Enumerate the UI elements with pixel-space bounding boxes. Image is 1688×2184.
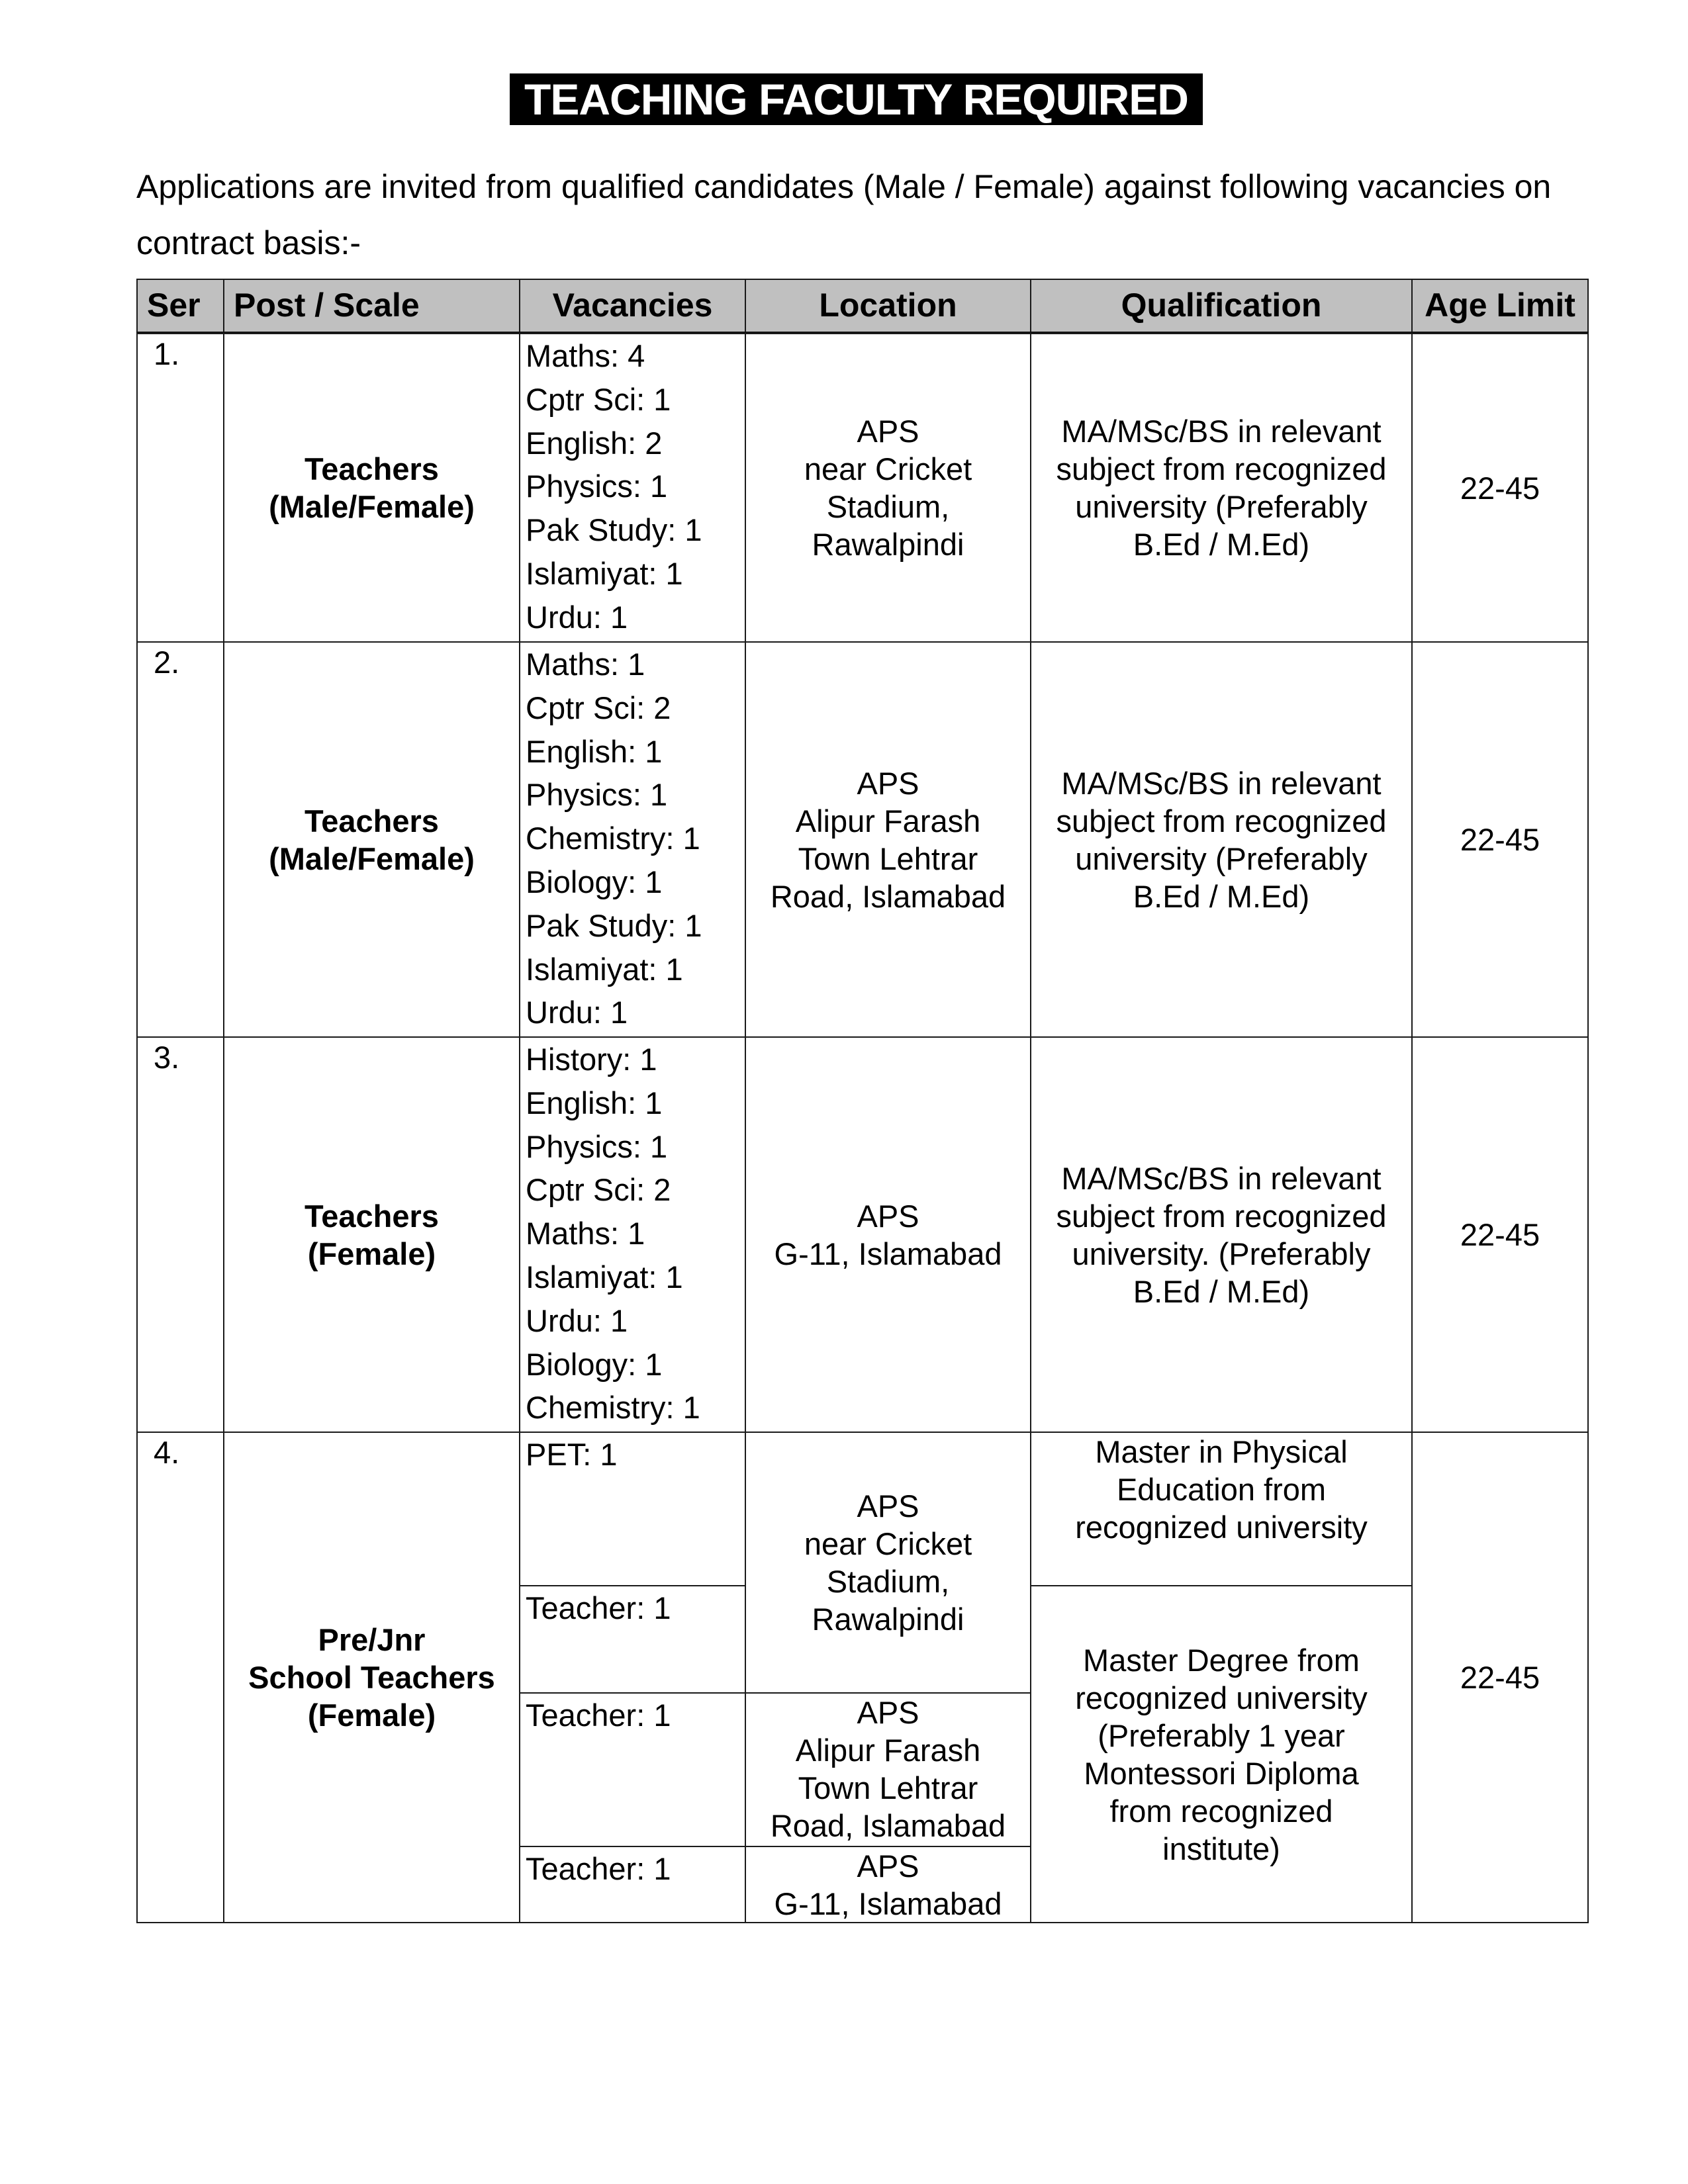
row-post-scale	[223, 333, 520, 643]
location-line: Rawalpindi	[812, 1602, 964, 1637]
vacancy-item: Cptr Sci: 2	[526, 690, 671, 725]
row-location	[745, 333, 1031, 643]
row-qualification	[1030, 1432, 1413, 1586]
post-line: (Female)	[307, 1236, 436, 1271]
location-line: Town Lehtrar	[798, 1770, 978, 1805]
vacancy-item: Maths: 1	[526, 1216, 645, 1251]
location-line: Town Lehtrar	[798, 841, 978, 876]
qualification-line: Montessori Diploma	[1084, 1755, 1359, 1791]
qualification-line: subject from recognized	[1056, 451, 1387, 486]
vacancy-item: Cptr Sci: 1	[526, 381, 671, 417]
vacancy-item: Maths: 4	[526, 338, 645, 373]
row-post-scale	[223, 1432, 520, 1923]
post-line: (Female)	[307, 1698, 436, 1733]
post-line: Teachers	[305, 451, 439, 486]
row-vacancies	[519, 1585, 746, 1694]
row-vacancies	[519, 333, 746, 643]
row-vacancies	[519, 641, 746, 1038]
qualification-line: B.Ed / M.Ed)	[1133, 527, 1310, 562]
location-line: near Cricket	[804, 451, 972, 486]
vacancy-item: PET: 1	[526, 1437, 618, 1472]
row-qualification	[1030, 1036, 1413, 1433]
vacancy-item: Islamiyat: 1	[526, 1259, 683, 1295]
vacancy-item: Chemistry: 1	[526, 1390, 700, 1426]
location-line: Rawalpindi	[812, 527, 964, 562]
vacancy-item: English: 2	[526, 425, 663, 461]
location-line: Stadium,	[826, 1564, 950, 1599]
vacancy-item: English: 1	[526, 733, 663, 769]
row-ser: 1.	[136, 333, 224, 643]
vacancy-item: Teacher: 1	[526, 1590, 671, 1625]
row-vacancies	[519, 1432, 746, 1586]
vacancy-item: Islamiyat: 1	[526, 555, 683, 591]
qualification-line: institute)	[1162, 1831, 1280, 1866]
location-line: APS	[857, 1848, 919, 1884]
row-age-limit	[1411, 1432, 1589, 1923]
row-qualification	[1030, 1585, 1413, 1923]
location-line: near Cricket	[804, 1526, 972, 1561]
qualification-line: recognized university	[1075, 1510, 1368, 1545]
location-line: G-11, Islamabad	[774, 1886, 1002, 1921]
page-title: TEACHING FACULTY REQUIRED	[510, 73, 1203, 125]
qualification-line: from recognized	[1109, 1793, 1333, 1829]
qualification-line: B.Ed / M.Ed)	[1133, 878, 1310, 914]
post-line: (Male/Female)	[269, 489, 475, 524]
post-line: (Male/Female)	[269, 841, 475, 876]
row-age-limit	[1411, 1036, 1589, 1433]
qualification-line: university. (Preferably	[1072, 1236, 1371, 1271]
location-line: Road, Islamabad	[770, 1808, 1006, 1843]
row-vacancies	[519, 1692, 746, 1847]
qualification-line: university (Preferably	[1075, 841, 1368, 876]
header-qualification: Qualification	[1030, 279, 1413, 334]
header-location: Location	[745, 279, 1031, 334]
row-location	[745, 1692, 1031, 1847]
location-line: G-11, Islamabad	[774, 1236, 1002, 1271]
vacancy-item: Urdu: 1	[526, 599, 628, 635]
intro-line-1: Applications are invited from qualified candidates (Male / Female) against following vacancies on	[136, 168, 1552, 205]
vacancy-item: Urdu: 1	[526, 1302, 628, 1338]
row-post-scale	[223, 1036, 520, 1433]
row-vacancies	[519, 1036, 746, 1433]
post-line: School Teachers	[248, 1660, 495, 1695]
vacancy-item: Maths: 1	[526, 647, 645, 682]
qualification-line: subject from recognized	[1056, 803, 1387, 839]
qualification-line: B.Ed / M.Ed)	[1133, 1273, 1310, 1309]
qualification-line: recognized university	[1075, 1680, 1368, 1715]
qualification-line: university (Preferably	[1075, 489, 1368, 524]
post-line: Teachers	[305, 803, 439, 839]
row-location	[745, 641, 1031, 1038]
vacancy-item: Teacher: 1	[526, 1851, 671, 1886]
vacancy-item: Cptr Sci: 2	[526, 1172, 671, 1208]
vacancy-item: History: 1	[526, 1042, 657, 1077]
qualification-line: Education from	[1116, 1472, 1327, 1507]
vacancy-item: Pak Study: 1	[526, 512, 702, 548]
qualification-line: Master Degree from	[1083, 1642, 1360, 1678]
row-age-limit	[1411, 333, 1589, 643]
location-line: APS	[857, 1488, 919, 1524]
age-value: 22-45	[1460, 1217, 1540, 1252]
vacancy-item: Islamiyat: 1	[526, 951, 683, 987]
row-location	[745, 1846, 1031, 1923]
qualification-line: (Preferably 1 year	[1098, 1717, 1345, 1753]
location-line: Road, Islamabad	[770, 878, 1006, 914]
vacancy-item: Biology: 1	[526, 864, 663, 899]
post-line: Pre/Jnr	[318, 1622, 426, 1657]
vacancy-item: Pak Study: 1	[526, 907, 702, 943]
age-value: 22-45	[1460, 822, 1540, 857]
location-line: Alipur Farash	[795, 803, 981, 839]
qualification-line: Master in Physical	[1095, 1434, 1348, 1469]
intro-line-2: contract basis:-	[136, 224, 361, 261]
vacancy-item: Physics: 1	[526, 1128, 668, 1164]
vacancy-item: Urdu: 1	[526, 995, 628, 1030]
location-line: Alipur Farash	[795, 1733, 981, 1768]
vacancy-item: Physics: 1	[526, 777, 668, 813]
location-line: APS	[857, 1198, 919, 1234]
post-line: Teachers	[305, 1198, 439, 1234]
qualification-line: MA/MSc/BS in relevant	[1061, 765, 1382, 801]
row-location	[745, 1432, 1031, 1694]
age-value: 22-45	[1460, 1660, 1540, 1695]
header-ser: Ser	[136, 279, 224, 334]
row-ser: 3.	[136, 1036, 224, 1433]
intro-paragraph	[136, 159, 1593, 271]
qualification-line: MA/MSc/BS in relevant	[1061, 414, 1382, 449]
location-line: Stadium,	[826, 489, 950, 524]
header-age-limit: Age Limit	[1411, 279, 1589, 334]
row-location	[745, 1036, 1031, 1433]
row-ser: 4.	[136, 1432, 224, 1923]
row-age-limit	[1411, 641, 1589, 1038]
vacancy-item: Chemistry: 1	[526, 821, 700, 856]
row-post-scale	[223, 641, 520, 1038]
vacancy-item: Physics: 1	[526, 469, 668, 504]
row-ser: 2.	[136, 641, 224, 1038]
location-line: APS	[857, 765, 919, 801]
vacancy-item: English: 1	[526, 1085, 663, 1120]
qualification-line: subject from recognized	[1056, 1198, 1387, 1234]
age-value: 22-45	[1460, 470, 1540, 506]
row-qualification	[1030, 641, 1413, 1038]
location-line: APS	[857, 1695, 919, 1730]
row-qualification	[1030, 333, 1413, 643]
qualification-line: MA/MSc/BS in relevant	[1061, 1160, 1382, 1196]
header-post-scale: Post / Scale	[223, 279, 520, 334]
header-vacancies: Vacancies	[519, 279, 746, 334]
vacancy-item: Biology: 1	[526, 1346, 663, 1382]
row-vacancies	[519, 1846, 746, 1923]
vacancy-item: Teacher: 1	[526, 1698, 671, 1733]
location-line: APS	[857, 414, 919, 449]
